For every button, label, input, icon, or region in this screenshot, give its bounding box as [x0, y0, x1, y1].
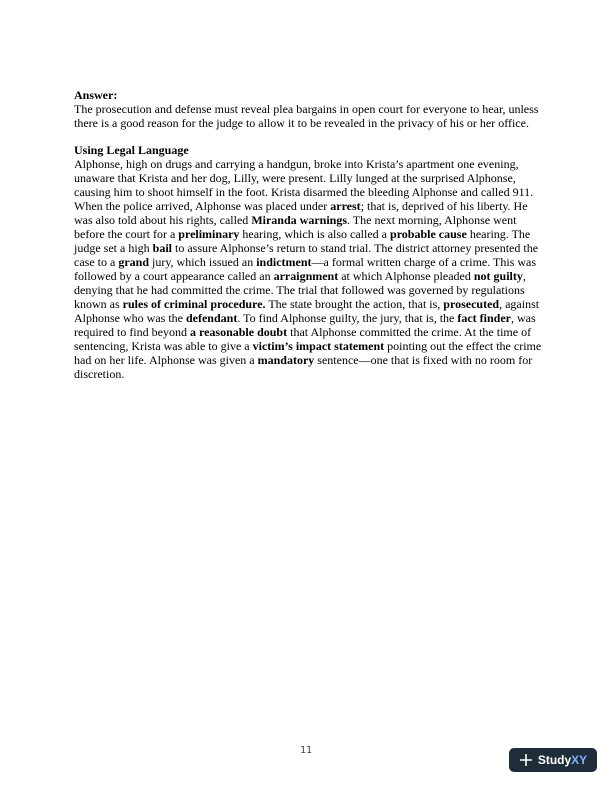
paragraph-text: . To find Alphonse guilty, the jury, that is, the — [237, 311, 458, 325]
legal-term: preliminary — [178, 227, 240, 241]
paragraph-text: , against Alphonse who was the — [74, 297, 540, 325]
paragraph-text: ; that is, deprived of his liberty. He was also told about his rights, called — [74, 199, 528, 227]
answer-heading: Answer: — [74, 88, 118, 102]
page-number: 11 — [299, 745, 313, 756]
legal-term: not guilty — [473, 269, 523, 283]
legal-term: arraignment — [273, 269, 339, 283]
legal-language-paragraph — [74, 157, 542, 381]
paragraph-text: . The next morning, Alphonse went before the court for a — [74, 213, 517, 241]
legal-term: bail — [152, 241, 172, 255]
brand-accent: XY — [571, 753, 588, 767]
paragraph-text: hearing, which is also called a — [239, 227, 391, 241]
paragraph-text: at which Alphonse pleaded — [338, 269, 474, 283]
paragraph-text: , denying that he had committed the crime. The trial that followed was governed by regulations known as — [74, 269, 526, 311]
legal-term: indictment — [256, 255, 312, 269]
section-heading: Using Legal Language — [74, 143, 189, 157]
legal-term: mandatory — [257, 353, 315, 367]
legal-term: grand — [118, 255, 149, 269]
legal-term: Miranda warnings — [251, 213, 347, 227]
plus-icon — [519, 753, 533, 767]
paragraph-text: that Alphonse committed the crime. At the time of sentencing, Krista was able to give a — [74, 325, 532, 353]
legal-term: a reasonable doubt — [189, 325, 288, 339]
legal-term: rules of criminal procedure. — [122, 297, 266, 311]
brand-main: Study — [537, 753, 572, 767]
studyxy-badge[interactable] — [509, 748, 597, 772]
paragraph-text: to assure Alphonse’s return to stand trial. The district attorney presented the case to a — [74, 241, 539, 269]
legal-term: prosecuted — [443, 297, 500, 311]
legal-term: defendant — [185, 311, 238, 325]
paragraph-text: sentence—one that is fixed with no room for discretion. — [74, 353, 533, 381]
answer-text: The prosecution and defense must reveal plea bargains in open court for everyone to hear, unless there is a good reason for the judge to allow it to be revealed in the privacy of his or her office. — [74, 102, 539, 130]
document-body — [74, 88, 542, 381]
paragraph-text: Alphonse, high on drugs and carrying a handgun, broke into Krista’s apartment one evening, unaware that Krista and her dog, Lilly, were present. Lilly lunged at the surprised Alphonse, causing him to shoot himself in the foot. Krista disarmed the bleeding Alphonse and called 911. When the police arrived, Alphonse was placed under — [74, 157, 534, 213]
legal-term: probable cause — [390, 227, 467, 241]
legal-term: victim’s impact statement — [252, 339, 385, 353]
paragraph-text: jury, which issued an — [149, 255, 257, 269]
legal-term: fact finder — [457, 311, 512, 325]
paragraph-text: pointing out the effect the crime had on her life. Alphonse was given a — [74, 339, 542, 367]
badge-label — [538, 753, 587, 767]
paragraph-text: The state brought the action, that is, — [265, 297, 444, 311]
paragraph-text: —a formal written charge of a crime. This was followed by a court appearance called an — [74, 255, 537, 283]
paragraph-text: hearing. The judge set a high — [74, 227, 531, 255]
legal-term: arrest — [330, 199, 361, 213]
paragraph-text: , was required to find beyond — [74, 311, 536, 339]
